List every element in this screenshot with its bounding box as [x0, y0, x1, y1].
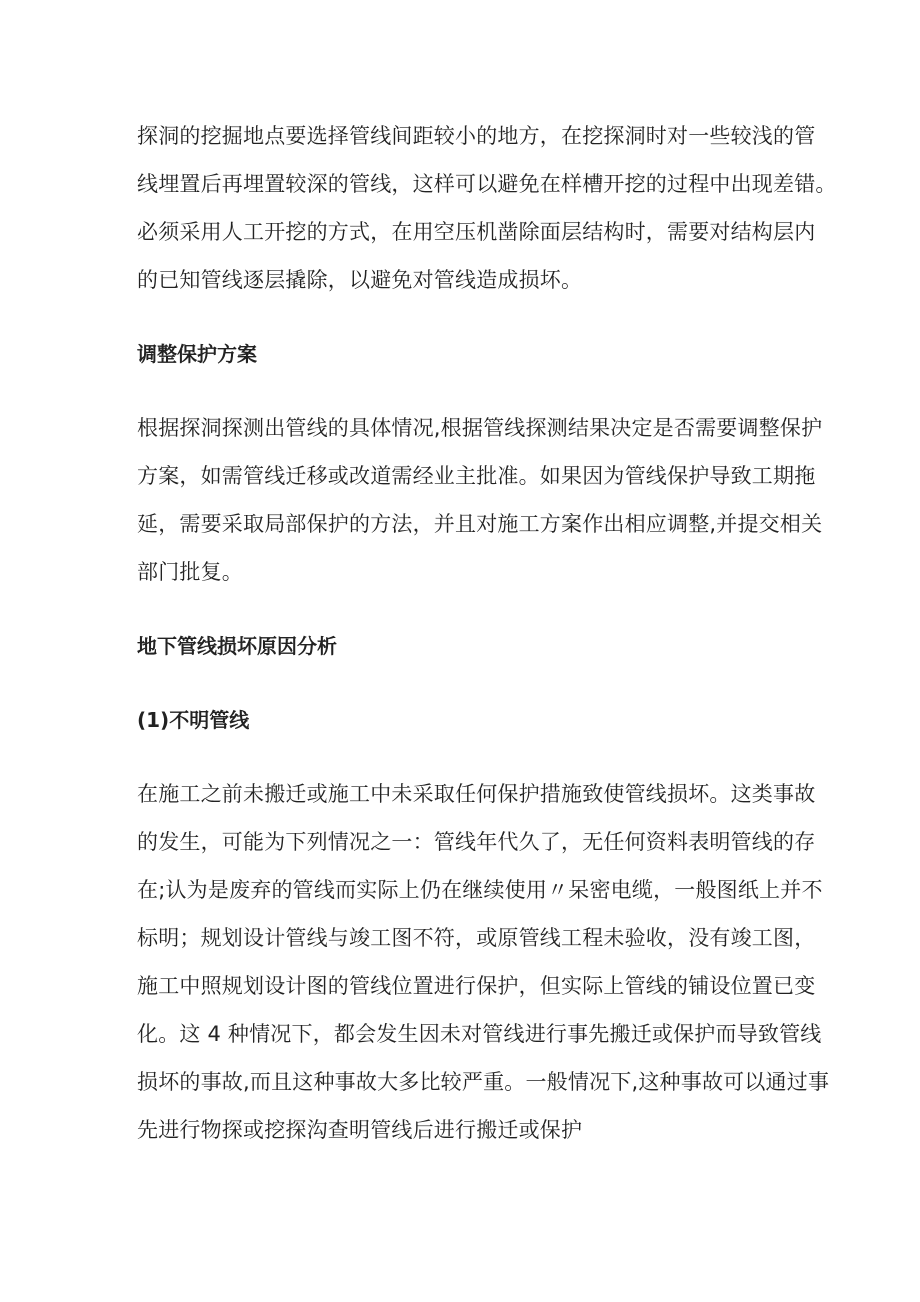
text-line: 损坏的事故,而且这种事故大多比较严重。一般情况下,这种事故可以通过事 [137, 1070, 830, 1094]
spacer [137, 378, 797, 404]
document-body [137, 112, 837, 1154]
paragraph-unknown-pipelines [137, 770, 830, 1154]
heading-unknown-pipelines: (1)不明管线 [137, 708, 250, 732]
paragraph-adjust-protection [137, 404, 823, 596]
text-line: 方案，如需管线迁移或改道需经业主批准。如果因为管线保护导致工期拖 [137, 464, 816, 488]
text-line: 施工中照规划设计图的管线位置进行保护，但实际上管线的铺设位置已变 [137, 974, 816, 998]
text-line: 的已知管线逐层撬除，以避免对管线造成损坏。 [137, 268, 583, 292]
text-line: 的发生，可能为下列情况之一：管线年代久了，无任何资料表明管线的存 [137, 830, 816, 854]
text-line: 标明；规划设计管线与竣工图不符，或原管线工程未验收，没有竣工图， [137, 926, 816, 950]
paragraph-excavation [137, 112, 837, 304]
spacer [137, 670, 797, 696]
text-line: 延，需要采取局部保护的方法，并且对施工方案作出相应调整,并提交相关 [137, 512, 823, 536]
text-line: 化。这 4 种情况下，都会发生因未对管线进行事先搬迁或保护而导致管线 [137, 1022, 822, 1046]
text-line: 先进行物探或挖探沟查明管线后进行搬迁或保护 [137, 1118, 583, 1142]
text-line: 部门批复。 [137, 560, 243, 584]
heading-adjust-protection: 调整保护方案 [137, 342, 257, 366]
text-line: 在施工之前未搬迁或施工中未采取任何保护措施致使管线损坏。这类事故 [137, 782, 816, 806]
spacer [137, 596, 797, 622]
text-line: 根据探洞探测出管线的具体情况,根据管线探测结果决定是否需要调整保护 [137, 416, 823, 440]
text-line: 在;认为是废弃的管线而实际上仍在继续使用〃呆密电缆，一般图纸上并不 [137, 878, 823, 902]
spacer [137, 744, 797, 770]
spacer [137, 304, 797, 330]
text-line: 探洞的挖掘地点要选择管线间距较小的地方，在挖探洞时对一些较浅的管 [137, 124, 816, 148]
text-line: 必须采用人工开挖的方式，在用空压机凿除面层结构时，需要对结构层内 [137, 220, 816, 244]
text-line: 线埋置后再埋置较深的管线，这样可以避免在样槽开挖的过程中出现差错。 [137, 172, 837, 196]
heading-damage-analysis: 地下管线损坏原因分析 [137, 634, 337, 658]
